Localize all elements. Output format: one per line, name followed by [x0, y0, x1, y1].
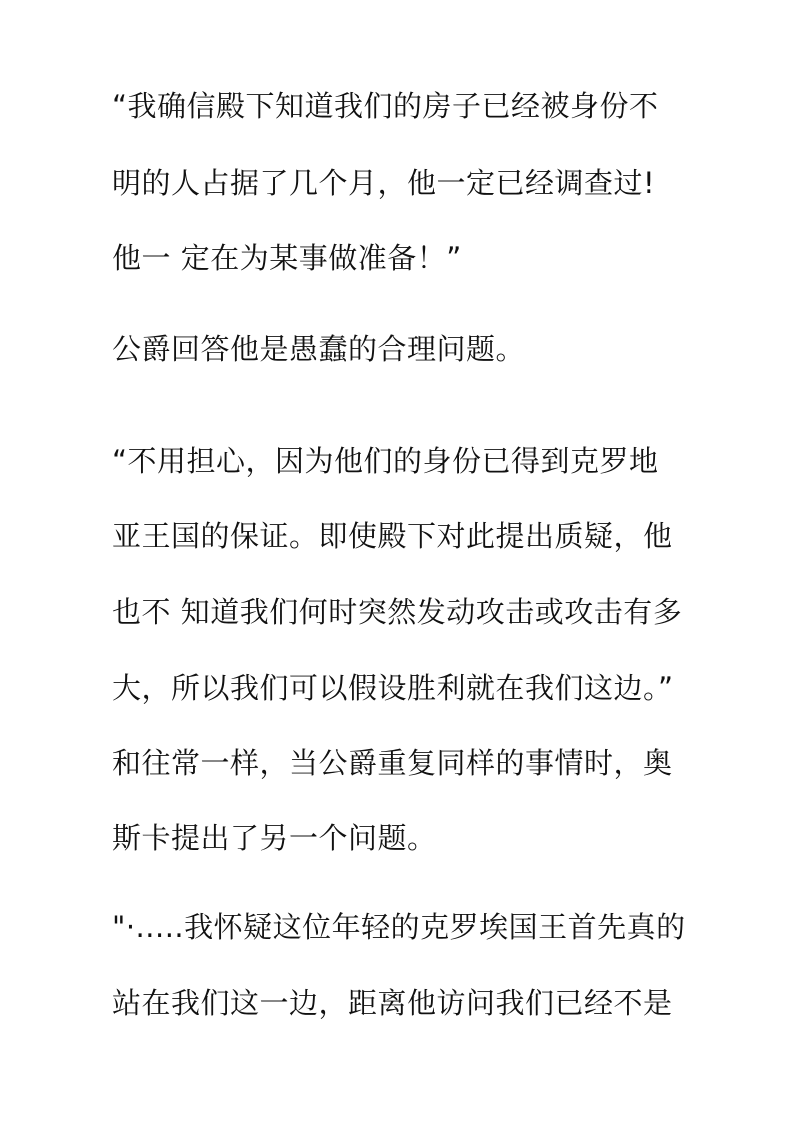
- paragraph-3-line-3: 也不 知道我们何时突然发动攻击或攻击有多: [112, 595, 683, 629]
- paragraph-5-line-1: "·.....我怀疑这位年轻的克罗埃国王首先真的: [112, 910, 686, 944]
- paragraph-3-line-4: 大，所以我们可以假设胜利就在我们这边。”: [112, 671, 674, 705]
- paragraph-3-line-1: “不用担心，因为他们的身份已得到克罗地: [112, 444, 659, 478]
- paragraph-5-line-2: 站在我们这一边，距离他访问我们已经不是: [112, 986, 673, 1020]
- paragraph-4-line-1: 和往常一样，当公爵重复同样的事情时，奥: [112, 746, 673, 780]
- paragraph-1-line-2: 明的人占据了几个月，他一定已经调查过!: [112, 166, 656, 200]
- paragraph-3-line-2: 亚王国的保证。即使殿下对此提出质疑，他: [112, 519, 673, 553]
- paragraph-2-line-1: 公爵回答他是愚蠢的合理问题。: [112, 332, 526, 366]
- paragraph-1-line-3: 他一 定在为某事做准备！”: [112, 241, 462, 275]
- paragraph-4-line-2: 斯卡提出了另一个问题。: [112, 821, 437, 855]
- paragraph-1-line-1: “我确信殿下知道我们的房子已经被身份不: [112, 89, 659, 123]
